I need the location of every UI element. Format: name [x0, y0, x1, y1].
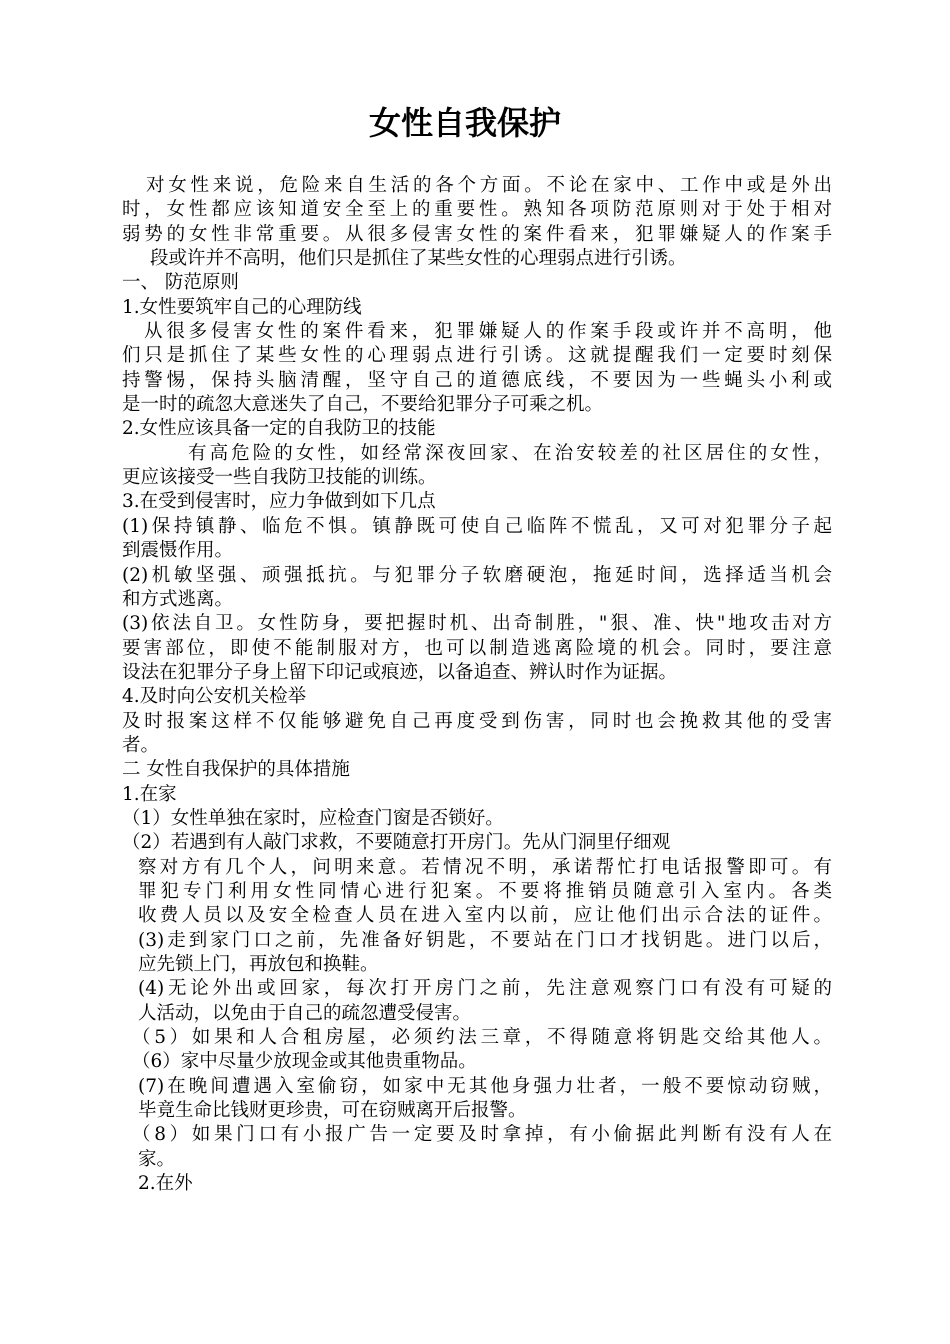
text-line: 到震慑作用。	[122, 540, 234, 562]
text-line: 人活动，以免由于自己的疏忽遭受侵害。	[138, 1002, 472, 1024]
text-line: （8）如果门口有小报广告一定要及时拿掉，有小偷据此判断有没有人在	[132, 1124, 832, 1146]
text-line: 持警惕，保持头脑清醒，坚守自己的道德底线，不要因为一些蝇头小利或	[122, 369, 832, 391]
text-line: 要害部位，即使不能制服对方，也可以制造逃离险境的机会。同时，要注意	[122, 637, 832, 659]
text-line: 罪犯专门利用女性同情心进行犯案。不要将推销员随意引入室内。各类	[138, 880, 832, 902]
text-line: 时，女性都应该知道安全至上的重要性。熟知各项防范原则对于处于相对	[122, 199, 832, 221]
text-line: （6）家中尽量少放现金或其他贵重物品。	[132, 1051, 477, 1073]
text-line: 家。	[138, 1148, 176, 1170]
text-line: 收费人员以及安全检查人员在进入室内以前，应让他们出示合法的证件。	[138, 905, 832, 927]
text-line: （2）若遇到有人敲门求救，不要随意打开房门。先从门洞里仔细观	[122, 832, 671, 854]
text-line: 从很多侵害女性的案件看来，犯罪嫌疑人的作案手段或许并不高明，他	[144, 321, 832, 343]
text-line: 者。	[122, 734, 160, 756]
text-line: 是一时的疏忽大意迷失了自己，不要给犯罪分子可乘之机。	[122, 394, 604, 416]
text-line: 1.在家	[122, 783, 177, 805]
text-line: 一、 防范原则	[122, 272, 239, 294]
text-line: (4)无论外出或回家，每次打开房门之前，先注意观察门口有没有可疑的	[138, 978, 832, 1000]
text-line: 二 女性自我保护的具体措施	[122, 759, 350, 781]
text-line: 有高危险的女性，如经常深夜回家、在治安较差的社区居住的女性，	[188, 442, 832, 464]
text-line: (2)机敏坚强、顽强抵抗。与犯罪分子软磨硬泡，拖延时间，选择适当机会	[122, 564, 832, 586]
text-line: 更应该接受一些自我防卫技能的训练。	[122, 467, 437, 489]
text-line: 察对方有几个人，问明来意。若情况不明，承诺帮忙打电话报警即可。有	[138, 856, 832, 878]
text-line: (3)走到家门口之前，先准备好钥匙，不要站在门口才找钥匙。进门以后，	[138, 929, 832, 951]
text-line: 们只是抓住了某些女性的心理弱点进行引诱。这就提醒我们一定要时刻保	[122, 345, 832, 367]
text-line: 1.女性要筑牢自己的心理防线	[122, 296, 362, 318]
text-line: 及时报案这样不仅能够避免自己再度受到伤害，同时也会挽救其他的受害	[122, 710, 832, 732]
text-line: 4.及时向公安机关检举	[122, 686, 307, 708]
text-line: 弱势的女性非常重要。从很多侵害女性的案件看来，犯罪嫌疑人的作案手	[122, 223, 832, 245]
text-line: 2.在外	[138, 1173, 193, 1195]
text-line: 2.女性应该具备一定的自我防卫的技能	[122, 418, 436, 440]
text-line: 设法在犯罪分子身上留下印记或痕迹，以备追查、辨认时作为证据。	[122, 661, 678, 683]
text-line: (7)在晚间遭遇入室偷窃，如家中无其他身强力壮者，一般不要惊动窃贼，	[138, 1075, 832, 1097]
text-line: (3)依法自卫。女性防身，要把握时机、出奇制胜，"狠、准、快"地攻击对方	[122, 613, 832, 635]
text-line: 应先锁上门，再放包和换鞋。	[138, 954, 379, 975]
text-line: 毕竟生命比钱财更珍贵，可在窃贼离开后报警。	[138, 1100, 527, 1122]
text-line: (1)保持镇静、临危不惧。镇静既可使自己临阵不慌乱，又可对犯罪分子起	[122, 515, 832, 537]
text-line: 段或许并不高明，他们只是抓住了某些女性的心理弱点进行引诱。	[150, 248, 687, 270]
text-line: 3.在受到侵害时，应力争做到如下几点	[122, 491, 436, 513]
text-line: （5）如果和人合租房屋，必须约法三章，不得随意将钥匙交给其他人。	[132, 1027, 832, 1049]
text-line: 对女性来说，危险来自生活的各个方面。不论在家中、工作中或是外出	[146, 175, 832, 196]
document-body	[122, 174, 832, 1196]
text-line: （1）女性单独在家时，应检查门窗是否锁好。	[122, 807, 504, 829]
text-line: 和方式逃离。	[122, 588, 234, 610]
document-title: 女性自我保护	[368, 104, 561, 142]
